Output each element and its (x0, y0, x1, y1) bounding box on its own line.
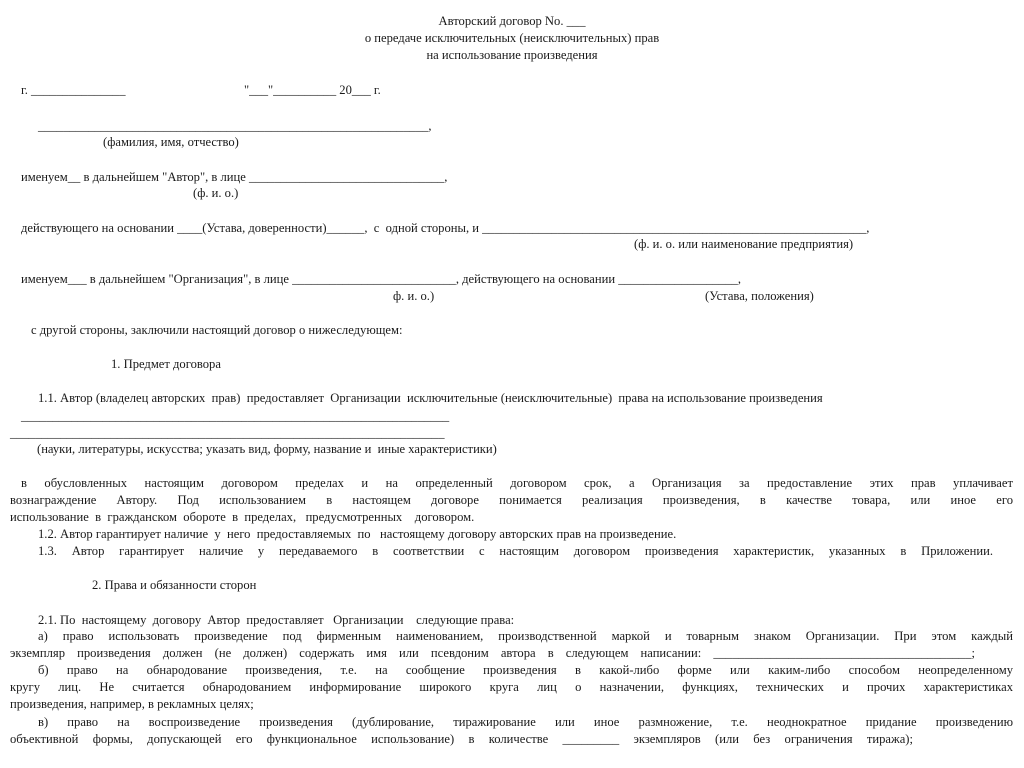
clause-2-1-b: произведения, например, в рекламных целях; (10, 697, 254, 711)
author-name-hint: (фамилия, имя, отчество) (103, 135, 239, 149)
author-fio-hint: (ф. и. о.) (193, 186, 239, 200)
clause-2-1-a: экземпляр произведения должен (не должен) содержать имя или псевдоним автора в следующем написании: _________________________________________; (10, 646, 975, 660)
clause-2-1-c: объективной формы, допускающей его функциональное использование) в количестве _________ экземпляров (или без ограничения тиража); (10, 732, 913, 746)
document-title: Авторский договор No. ___ (438, 14, 586, 28)
clause-2-1-b: б) право на обнародование произведения, т.е. на сообщение произведения в какой-либо форме или каким-либо способом неопределенному (38, 663, 1013, 677)
section-heading: 2. Права и обязанности сторон (92, 578, 257, 592)
organization-hint: (ф. и. о. или наименование предприятия) (634, 237, 854, 251)
document-subtitle: на использование произведения (426, 48, 598, 62)
author-named-line: именуем__ в дальнейшем "Автор", в лице _______________________________, (21, 170, 448, 184)
city-field: г. _______________ (21, 83, 126, 97)
author-name-blank: ______________________________________________________________, (38, 119, 432, 133)
author-basis-line: действующего на основании ____(Устава, доверенности)______, с одной стороны, и _____________________________________________________________, (21, 221, 870, 235)
organization-fio-hint: ф. и. о.) (393, 289, 435, 303)
clause-1-3: 1.3. Автор гарантирует наличие у передаваемого в соответствии с настоящим договором произведения характеристик, указанных в Приложении. (38, 544, 993, 558)
clause-2-1-c: в) право на воспроизведение произведения (дублирование, тиражирование или иное размножение, т.е. неоднократное придание произведению (38, 715, 1013, 729)
organization-named-line: именуем___ в дальнейшем "Организация", в лице __________________________, действующего на основании ___________________, (21, 272, 742, 286)
section-heading: 1. Предмет договора (111, 357, 221, 371)
clause-1-1: 1.1. Автор (владелец авторских прав) предоставляет Организации исключительные (неисключительные) права на использование произведения (38, 391, 823, 405)
clause-1-1-continued: вознаграждение Автору. Под использованием в настоящем договоре понимается реализация произведения, в качестве товара, или иное его (10, 493, 1013, 507)
work-hint: (науки, литературы, искусства; указать вид, форму, название и иные характеристики) (37, 442, 497, 456)
work-blank: _____________________________________________________________________ (10, 426, 445, 440)
date-field: "___"__________ 20___ г. (244, 83, 381, 97)
organization-basis-hint: (Устава, положения) (705, 289, 814, 303)
clause-1-2: 1.2. Автор гарантирует наличие у него предоставляемых по настоящему договору авторских прав на произведение. (38, 527, 677, 541)
work-blank: ____________________________________________________________________ (21, 409, 450, 423)
clause-1-1-continued: использование в гражданском обороте в пределах, предусмотренных договором. (10, 510, 475, 524)
clause-2-1-b: кругу лиц. Не считается обнародованием информирование широкого круга лиц о назначении, функциях, технических и прочих характеристиках (10, 680, 1013, 694)
clause-2-1-a: а) право использовать произведение под фирменным наименованием, производственной маркой и товарным знаком Организации. При этом каждый (38, 629, 1013, 643)
clause-1-1-continued: в обусловленных настоящим договором пределах и на определенный договором срок, а Организация за предоставление этих прав уплачивает (21, 476, 1013, 490)
closing-line: с другой стороны, заключили настоящий договор о нижеследующем: (31, 323, 403, 337)
document-subtitle: о передаче исключительных (неисключительных) прав (364, 31, 660, 45)
clause-2-1: 2.1. По настоящему договору Автор предоставляет Организации следующие права: (38, 613, 515, 627)
